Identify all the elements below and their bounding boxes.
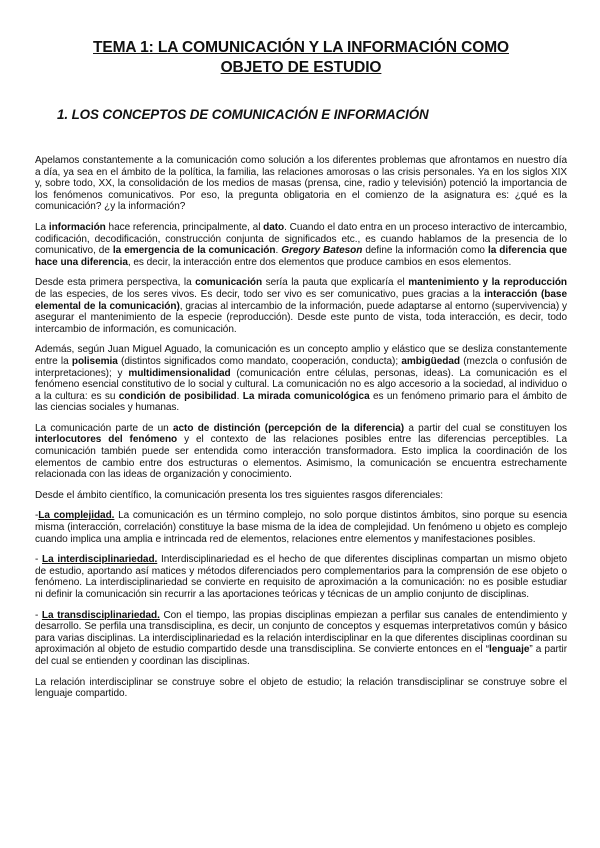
paragraph-conclusion: La relación interdisciplinar se construye sobre el objeto de estudio; la relación transdisciplinar se construye sobre el lenguaje compartido. xyxy=(35,676,567,700)
paragraph-distincion: La comunicación parte de un acto de distinción (percepción de la diferencia) a partir del cual se constituyen los interlocutores del fenómeno y el contexto de las relaciones posibles entre las diferencias perceptibles. La comunicación también puede ser entendida como interacción transformadora. Esto implica la coordinación de los elementos de cambio entre dos estructuras o elementos. Asimismo, la comunicación se encuentra estrechamente relacionada con las ideas de organización y conocimiento. xyxy=(35,422,568,481)
paragraph-informacion: La información hace referencia, principalmente, al dato. Cuando el dato entra en un proceso interactivo de intercambio, codificación, decodificación, construcción conjunta de significados etc., es cuando hablamos de la presencia de lo comunicativo, de la emergencia de la comunicación. Gregory Bateson define la información como la diferencia que hace una diferencia, es decir, la interacción entre dos elementos que produce cambios en esos elementos. xyxy=(35,221,568,268)
paragraph-comunicacion: Desde esta primera perspectiva, la comunicación sería la pauta que explicaría el mantenimiento y la reproducción de las especies, de los seres vivos. Es decir, todo ser vivo es ser comunicativo, pues gracias a la interacción (base elemental de la comunicación), gracias al intercambio de la información, puede adaptarse al entorno (supervivencia) y asegurar el mantenimiento de la especie (reproducción). Desde este punto de vista, toda interacción, es decir, todo intercambio de información, es comunicación. xyxy=(35,277,567,335)
title-line-1: TEMA 1: LA COMUNICACIÓN Y LA INFORMACIÓN COMO xyxy=(93,39,509,56)
list-item-interdisciplinariedad: - La interdisciplinariedad. Interdisciplinariedad es el hecho de que diferentes disciplinas compartan un mismo objeto de estudio, aportando así matices y métodos diferenciados pero complementarios para la comprensión de ese objeto o fenómeno. La interdisciplinariedad se convierte en requisito de aproximación a la comunicación: no es posible estudiar ni definir la comunicación sin recurrir a las aportaciones teóricas y técnicas de un amplio conjunto de disciplinas. xyxy=(35,554,567,600)
paragraph-aguado: Además, según Juan Miguel Aguado, la comunicación es un concepto amplio y elástico que se desliza constantemente entre la polisemia (distintos significados como mandato, cooperación, conducta); ambigüedad (mezcla o confusión de interpretaciones); y multidimensionalidad (comunicación entre células, personas, ideas). La comunicación es el fenómeno esencial constitutivo de lo social y cultural. La comunicación no es algo accesorio a la sociedad, al individuo o a la cultura: es su condición de posibilidad. La mirada comunicológica es un fenómeno primario para el ámbito de las ciencias sociales y humanas. xyxy=(35,344,568,414)
list-item-complejidad: -La complejidad. La comunicación es un término complejo, no solo porque distintos ámbitos, sino porque su esencia misma (interacción, correlación) constituye la base misma de la idea de complejidad. Un fenómeno u objeto es complejo cuando implica una amplia e intrincada red de elementos, relaciones entre elementos y manifestaciones posibles. xyxy=(35,510,567,545)
section-heading: 1. LOS CONCEPTOS DE COMUNICACIÓN E INFORMACIÓN xyxy=(57,107,429,122)
list-item-transdisciplinariedad: - La transdisciplinariedad. Con el tiempo, las propias disciplinas empiezan a perfilar sus canales de entendimiento y desarrollo. Se perfila una transdisciplina, es decir, un conjunto de conceptos y esquemas interpretativos común y básico para varias disciplinas. La interdisciplinariedad es la relación interdisciplinar en la que diferentes disciplinas coordinan su aproximación al objeto de estudio compartido desde una transdisciplina. Se convierte entonces en el “lenguaje” a partir del cual se entienden y coordinan las disciplinas. xyxy=(35,609,567,667)
title-line-2: OBJETO DE ESTUDIO xyxy=(220,59,382,76)
page-title xyxy=(35,38,567,78)
paragraph-rasgos-intro: Desde el ámbito científico, la comunicación presenta los tres siguientes rasgos diferenciales: xyxy=(35,489,443,501)
body-text xyxy=(35,155,567,700)
paragraph-intro: Apelamos constantemente a la comunicación como solución a los diferentes problemas que afrontamos en nuestro día a día, ya sea en el ámbito de la política, la familia, las relaciones amorosas o las crisis personales. Ya en los siglos XIX y, sobre todo, XX, la consolidación de los medios de masas (prensa, cine, radio y televisión) potenció la importancia de los fenómenos comunicativos. Por eso, la pregunta obligatoria en el comienzo de la asignatura es: ¿qué es la comunicación? ¿y la información? xyxy=(35,155,567,213)
